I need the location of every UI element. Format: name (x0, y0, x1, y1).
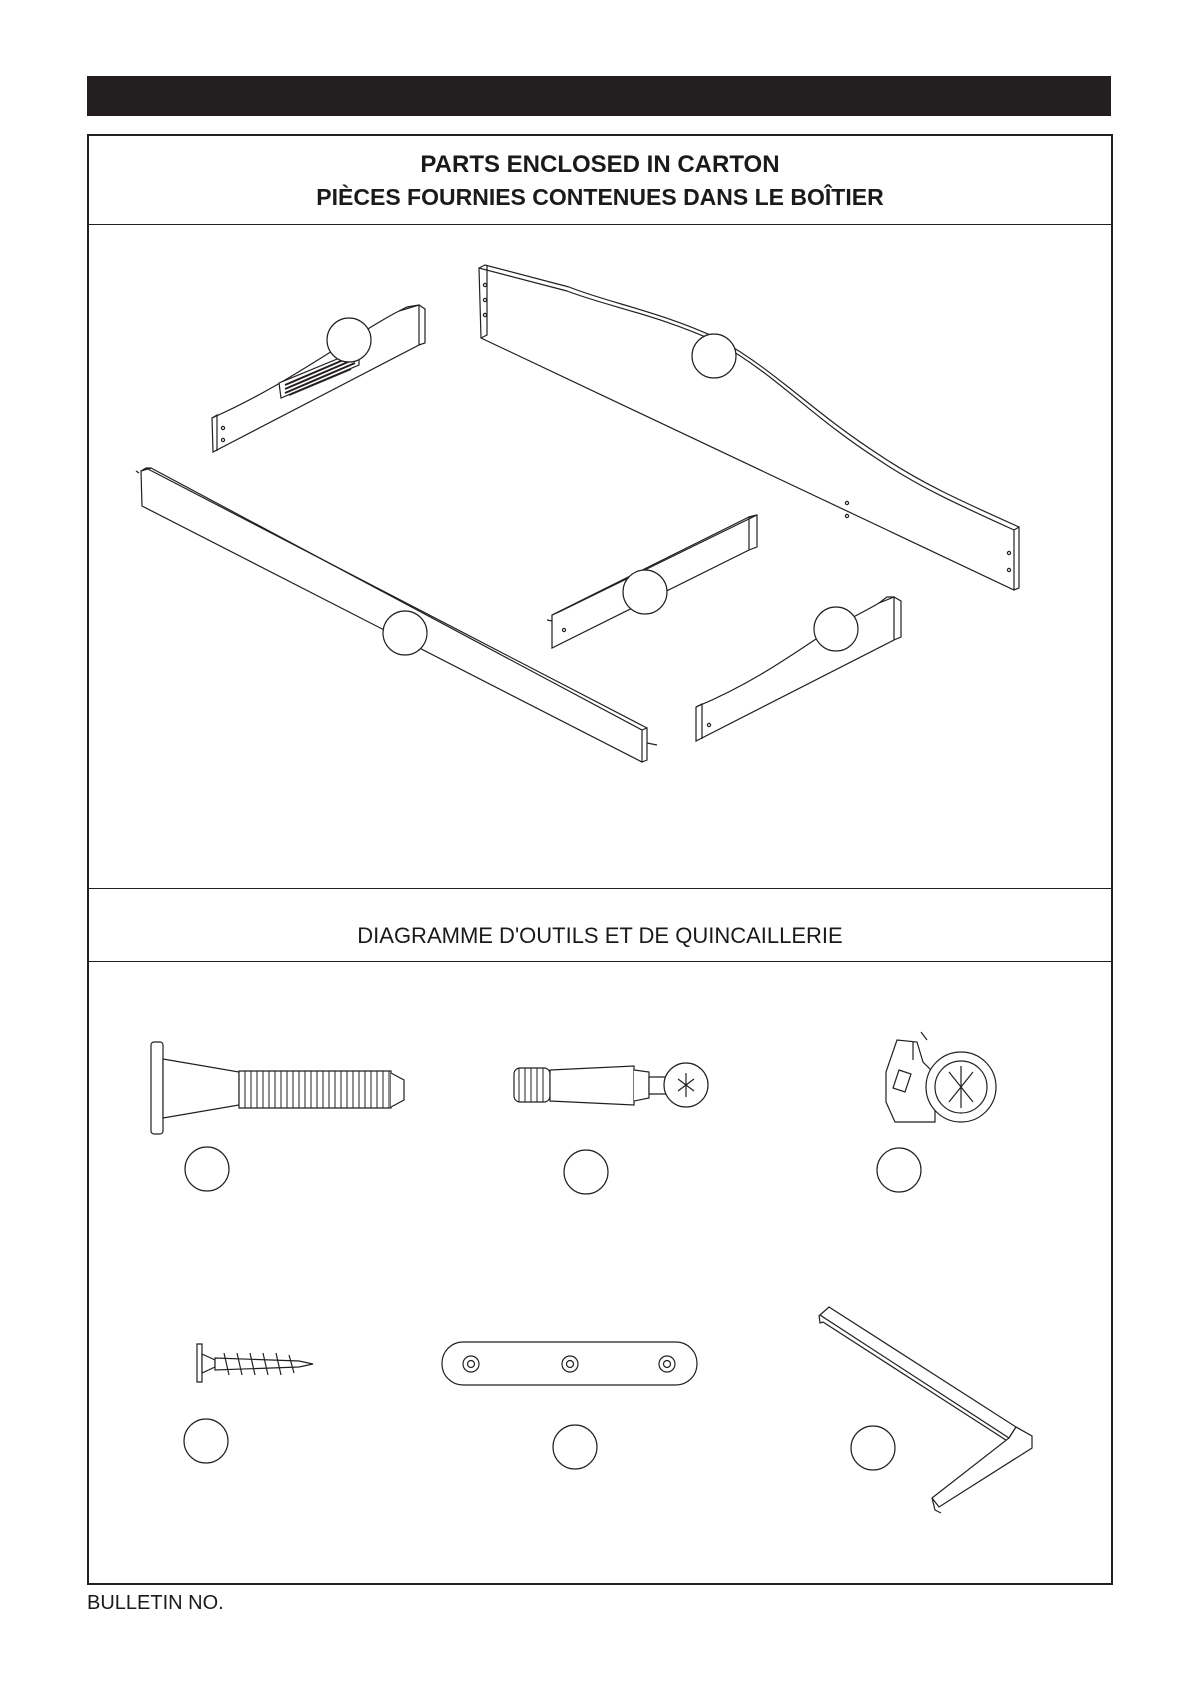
page-title: PARTS ENCLOSED IN CARTON (420, 151, 780, 178)
connector-plate-icon (442, 1342, 697, 1385)
bulletin-label: BULLETIN NO. (87, 1592, 224, 1614)
cam-lock-icon (886, 1032, 996, 1122)
wood-screw-icon (197, 1344, 313, 1382)
page-subtitle: PIÈCES FOURNIES CONTENUES DANS LE BOÎTIER (316, 184, 884, 210)
parts-title-box (89, 136, 1111, 225)
hardware-header (89, 888, 1111, 962)
hardware-marker-4 (184, 1419, 228, 1463)
hardware-marker-1 (185, 1147, 229, 1191)
hardware-marker-6 (851, 1426, 895, 1470)
hardware-marker-2 (564, 1150, 608, 1194)
hardware-marker-5 (553, 1425, 597, 1469)
part-marker-1 (327, 318, 371, 362)
short-curved-rail-right (696, 597, 901, 741)
parts-frame (87, 134, 1113, 1585)
cam-dowel-icon (514, 1063, 708, 1107)
bolt-icon (151, 1042, 404, 1134)
part-marker-4 (623, 570, 667, 614)
hardware-marker-3 (877, 1148, 921, 1192)
part-marker-5 (814, 607, 858, 651)
short-curved-rail-left (212, 305, 425, 452)
header-bar (87, 76, 1111, 116)
parts-diagram (89, 225, 1111, 887)
hardware-diagram (89, 962, 1111, 1581)
allen-key-icon (819, 1307, 1032, 1513)
part-marker-2 (692, 334, 736, 378)
part-marker-3 (383, 611, 427, 655)
hardware-title: DIAGRAMME D'OUTILS ET DE QUINCAILLERIE (357, 923, 843, 948)
